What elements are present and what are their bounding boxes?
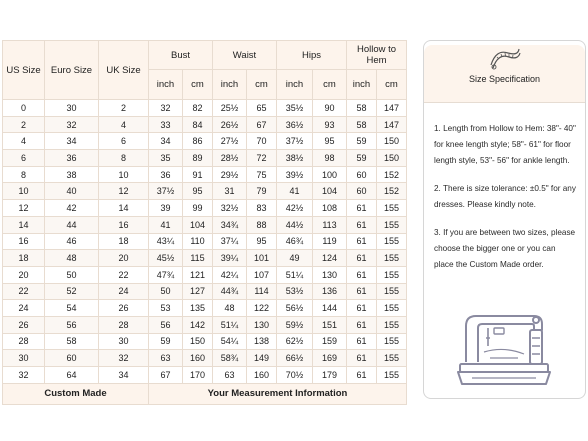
header-hips: Hips [277, 41, 347, 70]
table-cell: 56 [149, 316, 183, 333]
subheader-inch: inch [277, 70, 313, 100]
table-cell: 10 [99, 166, 149, 183]
table-cell: 61 [347, 316, 377, 333]
table-cell: 70½ [277, 367, 313, 384]
table-cell: 18 [3, 250, 45, 267]
table-cell: 93 [313, 116, 347, 133]
table-row [3, 133, 407, 150]
table-cell: 39 [149, 200, 183, 217]
table-cell: 32 [3, 367, 45, 384]
spec-body [424, 103, 585, 273]
table-cell: 95 [313, 133, 347, 150]
table-cell: 34 [99, 367, 149, 384]
table-cell: 4 [3, 133, 45, 150]
table-cell: 39¼ [213, 250, 247, 267]
table-row [3, 233, 407, 250]
table-cell: 75 [247, 166, 277, 183]
table-cell: 155 [377, 283, 407, 300]
table-cell: 170 [183, 367, 213, 384]
table-cell: 37¼ [213, 233, 247, 250]
table-cell: 104 [183, 216, 213, 233]
table-cell: 83 [247, 200, 277, 217]
table-cell: 100 [313, 166, 347, 183]
table-row [3, 300, 407, 317]
table-cell: 56 [45, 316, 99, 333]
table-cell: 150 [377, 150, 407, 167]
table-cell: 61 [347, 233, 377, 250]
table-cell: 155 [377, 200, 407, 217]
table-cell: 155 [377, 350, 407, 367]
spec-item: 1. Length from Hollow to Hem: 38"- 40" for knee length style; 58"- 61" for floor length style, 53"- 56" for ankle length. [434, 124, 576, 165]
table-cell: 155 [377, 216, 407, 233]
header-bust: Bust [149, 41, 213, 70]
table-cell: 46¾ [277, 233, 313, 250]
table-cell: 49 [277, 250, 313, 267]
table-cell: 0 [3, 100, 45, 117]
header-uk-size: UK Size [99, 41, 149, 100]
table-cell: 65 [247, 100, 277, 117]
table-cell: 16 [99, 216, 149, 233]
table-cell: 31 [213, 183, 247, 200]
spec-header [424, 45, 585, 103]
table-cell: 155 [377, 300, 407, 317]
table-cell: 53 [149, 300, 183, 317]
table-cell: 59½ [277, 316, 313, 333]
table-cell: 32½ [213, 200, 247, 217]
table-cell: 51¼ [213, 316, 247, 333]
table-cell: 130 [313, 266, 347, 283]
table-cell: 22 [99, 266, 149, 283]
table-cell: 56½ [277, 300, 313, 317]
table-cell: 38½ [277, 150, 313, 167]
table-cell: 2 [99, 100, 149, 117]
table-cell: 22 [3, 283, 45, 300]
header-euro-size: Euro Size [45, 41, 99, 100]
spec-title: Size Specification [468, 74, 541, 84]
table-cell: 70 [247, 133, 277, 150]
sewing-machine-icon [454, 304, 554, 388]
table-row [3, 316, 407, 333]
table-cell: 32 [45, 116, 99, 133]
table-row [3, 183, 407, 200]
table-row [3, 250, 407, 267]
footer-custom-made: Custom Made [3, 383, 149, 404]
table-cell: 144 [313, 300, 347, 317]
table-cell: 58 [45, 333, 99, 350]
table-cell: 61 [347, 250, 377, 267]
table-cell: 104 [313, 183, 347, 200]
table-cell: 110 [183, 233, 213, 250]
table-cell: 53½ [277, 283, 313, 300]
subheader-inch: inch [347, 70, 377, 100]
table-cell: 54 [45, 300, 99, 317]
table-cell: 46 [45, 233, 99, 250]
table-cell: 42 [45, 200, 99, 217]
table-cell: 34 [149, 133, 183, 150]
table-cell: 61 [347, 200, 377, 217]
table-cell: 24 [3, 300, 45, 317]
table-cell: 99 [183, 200, 213, 217]
spec-item: 2. There is size tolerance: ±0.5" for any dresses. Please kindly note. [434, 184, 576, 209]
table-cell: 159 [313, 333, 347, 350]
table-cell: 2 [3, 116, 45, 133]
table-cell: 39½ [277, 166, 313, 183]
table-cell: 50 [149, 283, 183, 300]
table-cell: 40 [45, 183, 99, 200]
table-cell: 45½ [149, 250, 183, 267]
table-cell: 59 [347, 150, 377, 167]
table-cell: 24 [99, 283, 149, 300]
table-cell: 10 [3, 183, 45, 200]
table-cell: 61 [347, 333, 377, 350]
table-cell: 121 [183, 266, 213, 283]
table-cell: 12 [99, 183, 149, 200]
table-cell: 63 [149, 350, 183, 367]
table-cell: 101 [247, 250, 277, 267]
table-cell: 54¼ [213, 333, 247, 350]
table-cell: 4 [99, 116, 149, 133]
subheader-cm: cm [183, 70, 213, 100]
table-cell: 169 [313, 350, 347, 367]
table-row [3, 166, 407, 183]
table-cell: 86 [183, 133, 213, 150]
table-cell: 12 [3, 200, 45, 217]
table-cell: 160 [247, 367, 277, 384]
header-us-size: US Size [3, 41, 45, 100]
table-row [3, 150, 407, 167]
table-cell: 114 [247, 283, 277, 300]
table-cell: 42¼ [213, 266, 247, 283]
size-specification-card [423, 40, 586, 399]
table-row [3, 116, 407, 133]
table-cell: 61 [347, 367, 377, 384]
table-cell: 152 [377, 183, 407, 200]
table-cell: 27½ [213, 133, 247, 150]
table-cell: 38 [45, 166, 99, 183]
table-cell: 37½ [149, 183, 183, 200]
table-cell: 67 [247, 116, 277, 133]
table-cell: 26½ [213, 116, 247, 133]
table-cell: 67 [149, 367, 183, 384]
table-row [3, 283, 407, 300]
table-cell: 41 [149, 216, 183, 233]
table-cell: 28 [3, 333, 45, 350]
table-cell: 119 [313, 233, 347, 250]
table-cell: 20 [3, 266, 45, 283]
table-cell: 179 [313, 367, 347, 384]
table-cell: 35½ [277, 100, 313, 117]
subheader-cm: cm [313, 70, 347, 100]
table-cell: 142 [183, 316, 213, 333]
table-cell: 28½ [213, 150, 247, 167]
table-cell: 60 [347, 166, 377, 183]
table-cell: 95 [183, 183, 213, 200]
table-cell: 18 [99, 233, 149, 250]
subheader-inch: inch [149, 70, 183, 100]
table-cell: 37½ [277, 133, 313, 150]
table-cell: 26 [3, 316, 45, 333]
table-cell: 35 [149, 150, 183, 167]
table-cell: 64 [45, 367, 99, 384]
table-cell: 151 [313, 316, 347, 333]
table-cell: 152 [377, 166, 407, 183]
table-cell: 58¾ [213, 350, 247, 367]
subheader-cm: cm [247, 70, 277, 100]
table-row [3, 333, 407, 350]
table-cell: 58 [347, 116, 377, 133]
table-cell: 90 [313, 100, 347, 117]
table-cell: 50 [45, 266, 99, 283]
table-cell: 43¼ [149, 233, 183, 250]
table-cell: 107 [247, 266, 277, 283]
table-cell: 60 [45, 350, 99, 367]
table-cell: 155 [377, 333, 407, 350]
table-cell: 61 [347, 216, 377, 233]
table-cell: 6 [3, 150, 45, 167]
table-cell: 160 [183, 350, 213, 367]
size-chart-table [2, 40, 407, 405]
table-cell: 98 [313, 150, 347, 167]
table-cell: 8 [99, 150, 149, 167]
table-cell: 30 [99, 333, 149, 350]
table-cell: 155 [377, 233, 407, 250]
table-cell: 63 [213, 367, 247, 384]
table-cell: 79 [247, 183, 277, 200]
table-cell: 60 [347, 183, 377, 200]
table-cell: 14 [99, 200, 149, 217]
table-cell: 89 [183, 150, 213, 167]
table-cell: 62½ [277, 333, 313, 350]
table-cell: 61 [347, 300, 377, 317]
header-waist: Waist [213, 41, 277, 70]
table-cell: 147 [377, 116, 407, 133]
table-cell: 42½ [277, 200, 313, 217]
table-cell: 30 [3, 350, 45, 367]
table-cell: 58 [347, 100, 377, 117]
table-row [3, 216, 407, 233]
table-cell: 29½ [213, 166, 247, 183]
table-cell: 48 [45, 250, 99, 267]
table-cell: 36 [45, 150, 99, 167]
table-cell: 59 [149, 333, 183, 350]
table-cell: 36 [149, 166, 183, 183]
table-cell: 149 [247, 350, 277, 367]
table-cell: 150 [183, 333, 213, 350]
table-row [3, 367, 407, 384]
table-cell: 51¼ [277, 266, 313, 283]
table-cell: 30 [45, 100, 99, 117]
table-cell: 130 [247, 316, 277, 333]
table-cell: 127 [183, 283, 213, 300]
table-cell: 61 [347, 283, 377, 300]
table-cell: 34¾ [213, 216, 247, 233]
table-cell: 44 [45, 216, 99, 233]
table-cell: 147 [377, 100, 407, 117]
table-cell: 44¾ [213, 283, 247, 300]
table-cell: 34 [45, 133, 99, 150]
table-cell: 20 [99, 250, 149, 267]
table-cell: 84 [183, 116, 213, 133]
subheader-cm: cm [377, 70, 407, 100]
table-cell: 41 [277, 183, 313, 200]
table-cell: 113 [313, 216, 347, 233]
table-cell: 48 [213, 300, 247, 317]
table-cell: 108 [313, 200, 347, 217]
header-hollow-to-hem: Hollow to Hem [347, 41, 407, 70]
table-cell: 61 [347, 350, 377, 367]
table-cell: 150 [377, 133, 407, 150]
table-cell: 95 [247, 233, 277, 250]
table-cell: 82 [183, 100, 213, 117]
table-cell: 32 [99, 350, 149, 367]
subheader-inch: inch [213, 70, 247, 100]
table-row [3, 266, 407, 283]
table-cell: 72 [247, 150, 277, 167]
table-row [3, 200, 407, 217]
size-rows [3, 100, 407, 384]
table-cell: 36½ [277, 116, 313, 133]
table-cell: 59 [347, 133, 377, 150]
table-cell: 33 [149, 116, 183, 133]
table-cell: 8 [3, 166, 45, 183]
table-cell: 138 [247, 333, 277, 350]
table-cell: 124 [313, 250, 347, 267]
table-cell: 47¾ [149, 266, 183, 283]
table-cell: 6 [99, 133, 149, 150]
table-cell: 26 [99, 300, 149, 317]
table-cell: 16 [3, 233, 45, 250]
table-cell: 115 [183, 250, 213, 267]
table-cell: 155 [377, 316, 407, 333]
table-cell: 52 [45, 283, 99, 300]
table-cell: 155 [377, 367, 407, 384]
table-cell: 66½ [277, 350, 313, 367]
table-cell: 155 [377, 266, 407, 283]
table-row [3, 350, 407, 367]
footer-measurement-info: Your Measurement Information [149, 383, 407, 404]
table-cell: 32 [149, 100, 183, 117]
table-cell: 88 [247, 216, 277, 233]
table-cell: 44½ [277, 216, 313, 233]
tape-measure-icon [488, 45, 522, 71]
table-cell: 136 [313, 283, 347, 300]
spec-item: 3. If you are between two sizes, please choose the bigger one or you can place the Custom Made order. [434, 228, 576, 269]
table-cell: 61 [347, 266, 377, 283]
table-cell: 155 [377, 250, 407, 267]
table-row [3, 100, 407, 117]
table-cell: 28 [99, 316, 149, 333]
table-cell: 25½ [213, 100, 247, 117]
table-cell: 122 [247, 300, 277, 317]
table-cell: 14 [3, 216, 45, 233]
table-cell: 91 [183, 166, 213, 183]
table-cell: 135 [183, 300, 213, 317]
